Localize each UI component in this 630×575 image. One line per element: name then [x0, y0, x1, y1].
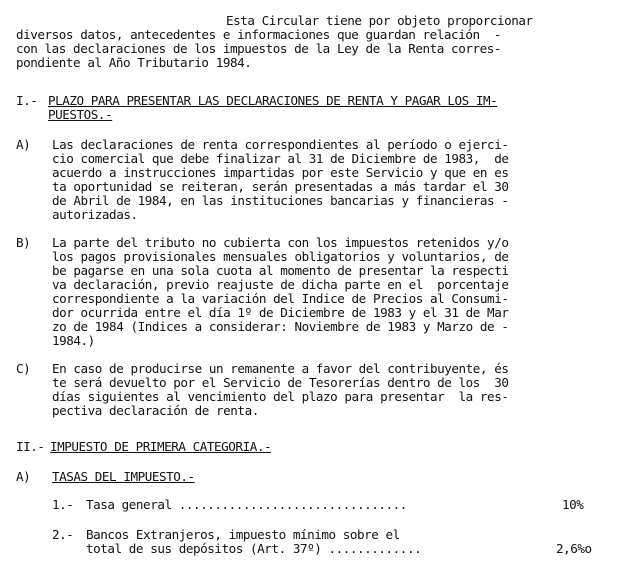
intro-line: con las declaraciones de los impuestos de la Ley de la Renta corres-	[16, 41, 501, 56]
paragraph-line: los pagos provisionales mensuales obligatorios y voluntarios, de	[52, 249, 509, 264]
section-title: PLAZO PARA PRESENTAR LAS DECLARACIONES DE RENTA Y PAGAR LOS IM-	[48, 93, 498, 108]
rate-description: Tasa general ................................	[86, 497, 407, 512]
paragraph-line: correspondiente a la variación del Indice de Precios al Consumi-	[52, 291, 509, 306]
paragraph-line: cio comercial que debe finalizar al 31 de Diciembre de 1983, de	[52, 151, 509, 166]
item-label: B)	[16, 235, 31, 250]
section-title: IMPUESTO DE PRIMERA CATEGORIA.-	[50, 439, 272, 454]
intro-line: Esta Circular tiene por objeto proporcionar	[226, 13, 533, 28]
rate-number: 2.-	[52, 527, 74, 542]
paragraph-line: be pagarse en una sola cuota al momento de presentar la respecti	[52, 263, 509, 278]
rate-description: total de sus depósitos (Art. 37º) .............	[86, 541, 422, 556]
paragraph-line: acuerdo a instrucciones impartidas por este Servicio y que en es	[52, 165, 509, 180]
intro-line: pondiente al Año Tributario 1984.	[16, 55, 252, 70]
paragraph-line: ta oportunidad se reiteran, serán presentadas a más tardar el 30	[52, 179, 509, 194]
rate-value: 10%	[562, 497, 584, 512]
paragraph-line: te será devuelto por el Servicio de Tesorerías dentro de los 30	[52, 375, 509, 390]
item-label: A)	[16, 137, 31, 152]
subsection-label: A)	[16, 469, 31, 484]
intro-line: diversos datos, antecedentes e informaciones que guardan relación -	[16, 27, 501, 42]
section-title: PUESTOS.-	[48, 107, 113, 122]
paragraph-line: En caso de producirse un remanente a favor del contribuyente, és	[52, 361, 509, 376]
rate-description: Bancos Extranjeros, impuesto mínimo sobre el	[86, 527, 400, 542]
paragraph-line: de Abril de 1984, en las instituciones bancarias y financieras -	[52, 193, 509, 208]
paragraph-line: Las declaraciones de renta correspondientes al período o ejerci-	[52, 137, 509, 152]
item-label: C)	[16, 361, 31, 376]
paragraph-line: zo de 1984 (Indices a considerar: Noviembre de 1983 y Marzo de -	[52, 319, 509, 334]
paragraph-line: autorizadas.	[52, 207, 138, 222]
rate-value: 2,6%o	[556, 541, 592, 556]
paragraph-line: días siguientes al vencimiento del plazo para presentar la res-	[52, 389, 509, 404]
section-number: II.-	[16, 439, 45, 454]
paragraph-line: La parte del tributo no cubierta con los impuestos retenidos y/o	[52, 235, 509, 250]
section-number: I.-	[16, 93, 38, 108]
rate-number: 1.-	[52, 497, 74, 512]
subsection-title: TASAS DEL IMPUESTO.-	[52, 469, 195, 484]
paragraph-line: dor ocurrida entre el día 1º de Diciembre de 1983 y el 31 de Mar	[52, 305, 509, 320]
paragraph-line: va declaración, previo reajuste de dicha parte en el porcentaje	[52, 277, 509, 292]
paragraph-line: 1984.)	[52, 333, 95, 348]
paragraph-line: pectiva declaración de renta.	[52, 403, 259, 418]
